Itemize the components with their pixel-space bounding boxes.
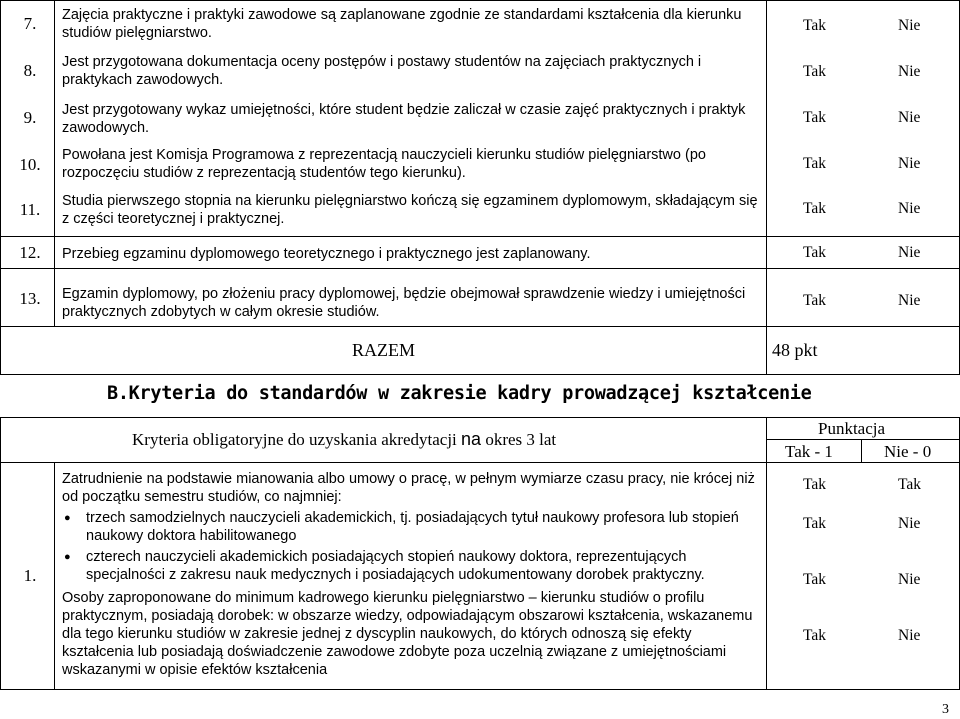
section-title: B.Kryteria do standardów w zakresie kadry prowadzącej kształcenie [107, 383, 812, 404]
yes-option: Tak [803, 571, 827, 588]
no-option: Nie [898, 109, 921, 126]
row-text: Powołana jest Komisja Programowa z reprezentacją nauczycieli kierunku studiów pielęgniarstwo (po rozpoczęciu studiów z reprezentacją studentów tego kierunku). [62, 147, 706, 181]
no-option: Nie [898, 17, 921, 34]
no-option: Nie [898, 63, 921, 80]
row-number: 7. [23, 14, 37, 33]
yes-option: Tak [803, 476, 827, 493]
criterion-bullet: trzech samodzielnych nauczycieli akademickich, tj. posiadających tytuł naukowy profesora lub stopień naukowy doktora habilitowanego [86, 510, 739, 544]
row-text: Zajęcia praktyczne i praktyki zawodowe są zaplanowane zgodnie ze standardami kształcenia dla kierunku studiów pielęgniarstwo. [62, 7, 742, 41]
no-option: Nie [898, 155, 921, 172]
criteria-header: Kryteria obligatoryjne do uzyskania akredytacji na okres 3 lat [132, 429, 557, 449]
row-text: Jest przygotowana dokumentacja oceny postępów i postawy studentów na zajęciach praktycznych i praktykach zawodowych. [62, 54, 702, 88]
no-option: Nie [898, 244, 921, 261]
yes-option: Tak [803, 200, 827, 217]
no-option: Nie [898, 515, 921, 532]
row-number: 10. [19, 155, 41, 174]
yes-option: Tak [803, 292, 827, 309]
row-number: 11. [19, 200, 41, 219]
no-option: Nie [898, 292, 921, 309]
yes-option: Tak [803, 244, 827, 261]
row-text: Przebieg egzaminu dyplomowego teoretycznego i praktycznego jest zaplanowany. [62, 246, 591, 262]
total-value: 48 pkt [772, 340, 818, 360]
page-number: 3 [942, 702, 949, 717]
no-option: Tak [898, 476, 922, 493]
yes-option: Tak [803, 155, 827, 172]
bullet-icon: ● [64, 512, 71, 524]
criterion-bullet: czterech nauczycieli akademickich posiadających stopień naukowy doktora, reprezentujących specjalności z zakresu nauk medycznych i posiadających udokumentowany dorobek praktyczny. [86, 549, 705, 583]
bullet-icon: ● [64, 551, 71, 563]
row-text: Egzamin dyplomowy, po złożeniu pracy dyplomowej, będzie obejmował sprawdzenie wiedzy i umiejętności praktycznych zdobytych w całym okresie studiów. [62, 286, 746, 320]
no-option: Nie [898, 200, 921, 217]
yes-option: Tak [803, 109, 827, 126]
no-option: Nie [898, 571, 921, 588]
yes-option: Tak [803, 17, 827, 34]
criterion-paragraph: Osoby zaproponowane do minimum kadrowego kierunku pielęgniarstwo – kierunku studiów o profilu praktycznym, posiadają dorobek: w obszarze wiedzy, odpowiadającym obszarowi kształcenia, wskazanemu dla tego kierunku studiów w zakresie jednej z dyscyplin naukowych, do których odnoszą się efekty kształcenia lub posiadają doświadczenie zawodowe zdobyte poza uczelnią związane z umiejętnościami wskazanymi w opisie efektów kształcenia [62, 590, 753, 678]
points-header: Punktacja [818, 419, 886, 438]
row-text: Studia pierwszego stopnia na kierunku pielęgniarstwo kończą się egzaminem dyplomowym, składającym się z części teoretycznej i praktycznej. [62, 193, 758, 227]
points-no-header: Nie - 0 [884, 442, 932, 461]
no-option: Nie [898, 627, 921, 644]
total-label: RAZEM [352, 340, 415, 360]
row-number: 8. [23, 61, 37, 80]
row-number: 1. [23, 566, 37, 585]
yes-option: Tak [803, 515, 827, 532]
criterion-paragraph: Zatrudnienie na podstawie mianowania albo umowy o pracę, w pełnym wymiarze czasu pracy, nie krócej niż od początku semestru studiów, co najmniej: [62, 471, 755, 505]
row-number: 13. [19, 289, 41, 308]
yes-option: Tak [803, 627, 827, 644]
row-number: 9. [23, 108, 37, 127]
points-yes-header: Tak - 1 [785, 442, 833, 461]
row-number: 12. [19, 243, 41, 262]
yes-option: Tak [803, 63, 827, 80]
row-text: Jest przygotowany wykaz umiejętności, które student będzie zaliczał w czasie zajęć praktycznych i praktyk zawodowych. [62, 102, 746, 136]
